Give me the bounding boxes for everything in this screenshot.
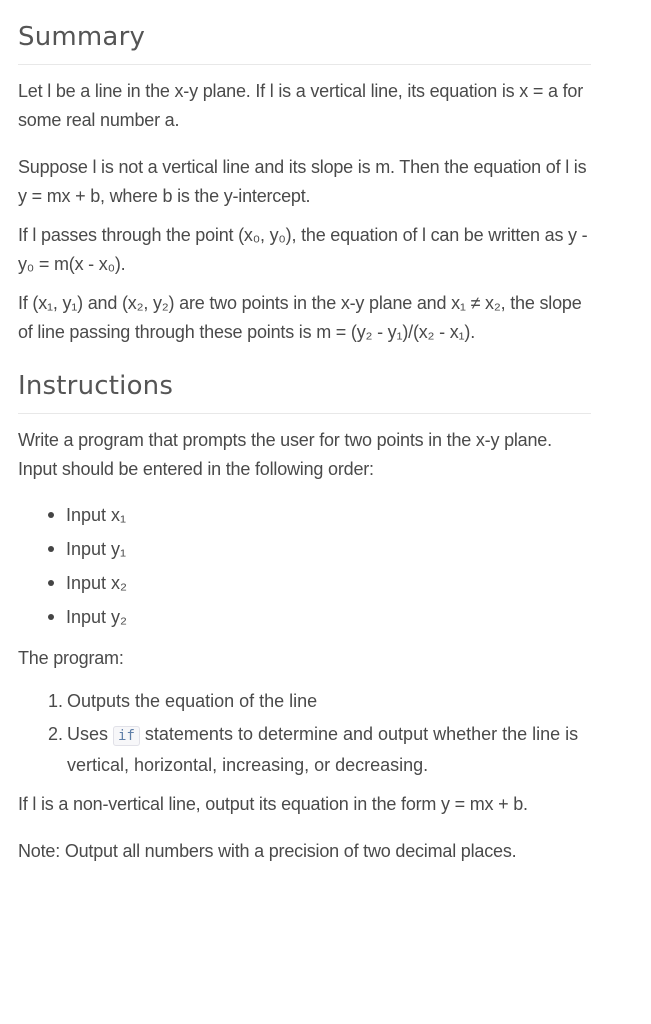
- list-item: Input y₁: [48, 532, 591, 566]
- step-number: 2.: [48, 724, 64, 744]
- list-item: [48, 687, 591, 716]
- instructions-intro: Write a program that prompts the user for two points in the x-y plane. Input should be entered in the following order:: [18, 430, 552, 479]
- summary-heading: Summary: [18, 22, 591, 65]
- step-number: 1.: [48, 691, 64, 711]
- nonvertical-paragraph: If l is a non-vertical line, output its equation in the form y = mx + b.: [18, 794, 528, 814]
- summary-paragraph-2: Suppose l is not a vertical line and its slope is m. Then the equation of l is y = mx + b, where b is the y-intercept.: [18, 157, 587, 206]
- summary-paragraph-1: Let l be a line in the x-y plane. If l is a vertical line, its equation is x = a for some real number a.: [18, 81, 584, 130]
- summary-paragraph-3: If l passes through the point (x₀, y₀), the equation of l can be written as y - y₀ = m(x - x₀).: [18, 225, 588, 274]
- list-item: Input y₂: [48, 600, 591, 634]
- program-steps-list: [18, 687, 591, 780]
- instructions-section: [18, 371, 591, 866]
- input-order-list: [18, 498, 591, 634]
- step-text-pre: Uses: [67, 724, 109, 744]
- summary-section: [18, 22, 591, 347]
- step-text-post: statements to determine and output whether the line is vertical, horizontal, increasing, or decreasing.: [67, 724, 579, 775]
- list-item: Input x₂: [48, 566, 591, 600]
- inline-code: if: [113, 726, 140, 746]
- list-item: [48, 720, 591, 780]
- list-item: Input x₁: [48, 498, 591, 532]
- precision-note: Note: Output all numbers with a precision of two decimal places.: [18, 841, 517, 861]
- summary-paragraph-4: If (x₁, y₁) and (x₂, y₂) are two points in the x-y plane and x₁ ≠ x₂, the slope of line passing through these points is m = (y₂ - y₁)/(x₂ - x₁).: [18, 293, 582, 342]
- program-label: The program:: [18, 648, 124, 668]
- instructions-heading: Instructions: [18, 371, 591, 414]
- step-text: Outputs the equation of the line: [67, 691, 318, 711]
